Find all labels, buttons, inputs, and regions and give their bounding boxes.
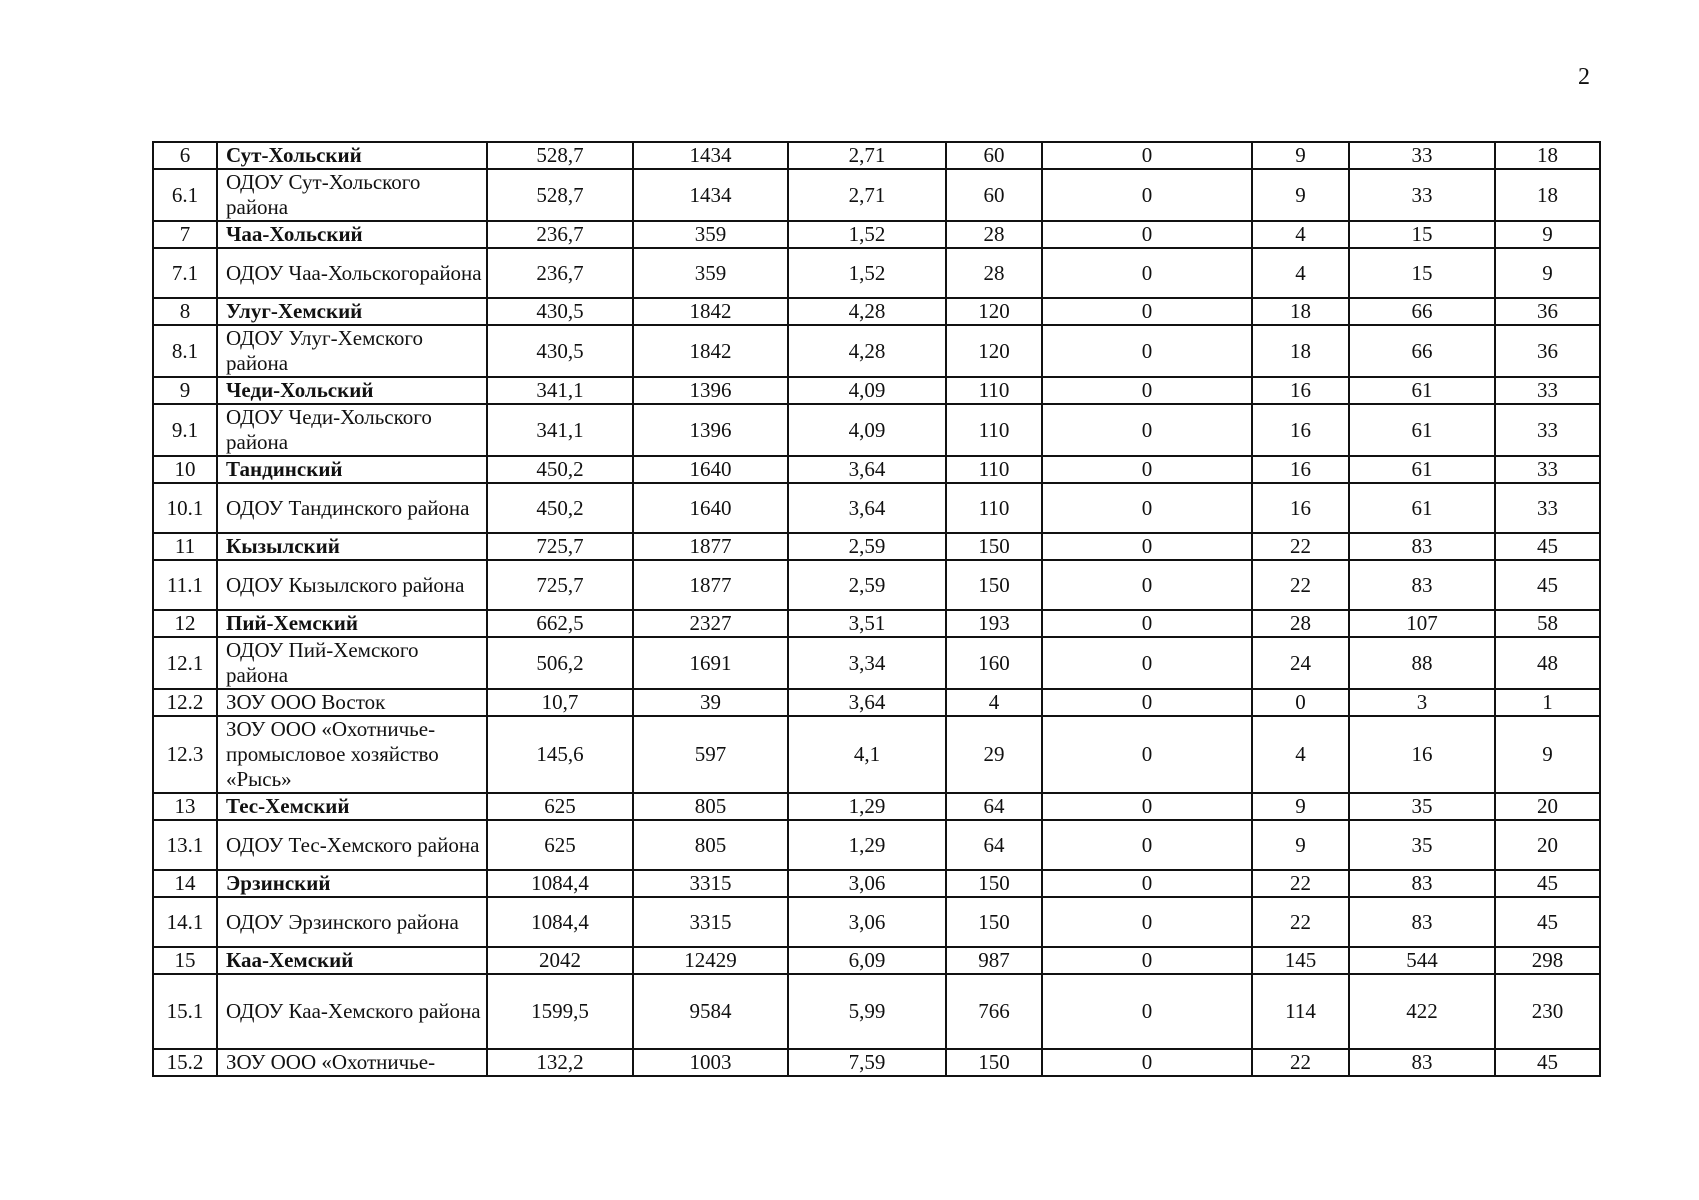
table-row (153, 947, 1600, 974)
cell-area-name: ОДОУ Каа-Хемского района (217, 974, 487, 1049)
cell-row-number: 8.1 (153, 325, 217, 377)
cell-col-5: 7,59 (788, 1049, 946, 1076)
cell-area-name: ОДОУ Чаа-Хольскогорайона (217, 248, 487, 298)
cell-col-5: 3,34 (788, 637, 946, 689)
cell-col-5: 3,06 (788, 897, 946, 947)
cell-col-5: 6,09 (788, 947, 946, 974)
cell-col-3: 341,1 (487, 377, 633, 404)
table-row (153, 637, 1600, 689)
cell-col-6: 4 (946, 689, 1042, 716)
table-row (153, 483, 1600, 533)
cell-col-3: 450,2 (487, 456, 633, 483)
table-row (153, 221, 1600, 248)
cell-col-7: 0 (1042, 404, 1252, 456)
cell-col-5: 4,09 (788, 404, 946, 456)
cell-area-name: ОДОУ Пий-Хемского района (217, 637, 487, 689)
cell-col-3: 1084,4 (487, 897, 633, 947)
cell-col-10: 9 (1495, 248, 1600, 298)
cell-col-4: 1877 (633, 560, 788, 610)
cell-col-4: 359 (633, 221, 788, 248)
cell-col-10: 58 (1495, 610, 1600, 637)
cell-col-6: 64 (946, 793, 1042, 820)
cell-col-9: 88 (1349, 637, 1495, 689)
cell-row-number: 13.1 (153, 820, 217, 870)
cell-col-8: 4 (1252, 221, 1349, 248)
cell-area-name: ОДОУ Тандинского района (217, 483, 487, 533)
cell-row-number: 7.1 (153, 248, 217, 298)
cell-col-6: 150 (946, 897, 1042, 947)
cell-col-4: 1003 (633, 1049, 788, 1076)
cell-col-8: 9 (1252, 820, 1349, 870)
cell-row-number: 12.3 (153, 716, 217, 793)
cell-col-8: 22 (1252, 897, 1349, 947)
cell-col-5: 3,64 (788, 483, 946, 533)
cell-col-7: 0 (1042, 248, 1252, 298)
cell-col-10: 45 (1495, 897, 1600, 947)
cell-col-5: 3,64 (788, 456, 946, 483)
cell-row-number: 9.1 (153, 404, 217, 456)
cell-col-9: 35 (1349, 793, 1495, 820)
cell-col-9: 83 (1349, 533, 1495, 560)
cell-col-6: 120 (946, 325, 1042, 377)
cell-col-8: 22 (1252, 560, 1349, 610)
cell-col-9: 61 (1349, 377, 1495, 404)
cell-col-6: 120 (946, 298, 1042, 325)
cell-col-5: 5,99 (788, 974, 946, 1049)
cell-col-9: 544 (1349, 947, 1495, 974)
cell-col-9: 83 (1349, 897, 1495, 947)
cell-area-name: Чаа-Хольский (217, 221, 487, 248)
cell-col-6: 110 (946, 404, 1042, 456)
cell-row-number: 15.2 (153, 1049, 217, 1076)
cell-col-7: 0 (1042, 483, 1252, 533)
cell-col-9: 61 (1349, 483, 1495, 533)
cell-col-9: 15 (1349, 221, 1495, 248)
table-row (153, 169, 1600, 221)
cell-col-4: 3315 (633, 897, 788, 947)
cell-col-8: 0 (1252, 689, 1349, 716)
cell-col-3: 625 (487, 793, 633, 820)
table-row (153, 870, 1600, 897)
cell-area-name: ОДОУ Кызылского района (217, 560, 487, 610)
cell-col-4: 9584 (633, 974, 788, 1049)
cell-col-7: 0 (1042, 870, 1252, 897)
cell-col-6: 110 (946, 456, 1042, 483)
cell-col-7: 0 (1042, 169, 1252, 221)
cell-row-number: 9 (153, 377, 217, 404)
table-row (153, 793, 1600, 820)
table-row (153, 377, 1600, 404)
cell-col-5: 4,28 (788, 298, 946, 325)
cell-col-4: 1842 (633, 298, 788, 325)
cell-col-5: 2,59 (788, 560, 946, 610)
cell-col-4: 805 (633, 793, 788, 820)
table-row (153, 820, 1600, 870)
cell-col-10: 45 (1495, 533, 1600, 560)
cell-row-number: 12 (153, 610, 217, 637)
cell-row-number: 10 (153, 456, 217, 483)
cell-col-8: 18 (1252, 325, 1349, 377)
cell-col-5: 3,06 (788, 870, 946, 897)
cell-col-3: 236,7 (487, 221, 633, 248)
table-row (153, 404, 1600, 456)
cell-row-number: 14.1 (153, 897, 217, 947)
table-row (153, 974, 1600, 1049)
cell-area-name: Улуг-Хемский (217, 298, 487, 325)
cell-col-10: 9 (1495, 716, 1600, 793)
cell-col-4: 39 (633, 689, 788, 716)
cell-col-9: 83 (1349, 560, 1495, 610)
cell-col-8: 22 (1252, 533, 1349, 560)
cell-col-6: 150 (946, 533, 1042, 560)
cell-col-4: 12429 (633, 947, 788, 974)
cell-col-8: 18 (1252, 298, 1349, 325)
cell-col-3: 1599,5 (487, 974, 633, 1049)
cell-col-9: 107 (1349, 610, 1495, 637)
cell-col-3: 528,7 (487, 169, 633, 221)
table-row (153, 610, 1600, 637)
cell-area-name: Чеди-Хольский (217, 377, 487, 404)
cell-col-4: 1842 (633, 325, 788, 377)
cell-col-7: 0 (1042, 377, 1252, 404)
cell-area-name: ЗОУ ООО «Охотничье- (217, 1049, 487, 1076)
cell-col-10: 18 (1495, 142, 1600, 169)
cell-col-5: 2,71 (788, 169, 946, 221)
cell-area-name: Тандинский (217, 456, 487, 483)
cell-col-7: 0 (1042, 325, 1252, 377)
cell-area-name: Кызылский (217, 533, 487, 560)
cell-col-8: 24 (1252, 637, 1349, 689)
cell-col-4: 1691 (633, 637, 788, 689)
cell-col-8: 22 (1252, 870, 1349, 897)
cell-row-number: 15.1 (153, 974, 217, 1049)
table-row (153, 325, 1600, 377)
cell-row-number: 6.1 (153, 169, 217, 221)
cell-col-4: 597 (633, 716, 788, 793)
cell-col-10: 45 (1495, 560, 1600, 610)
table-row (153, 298, 1600, 325)
cell-col-3: 725,7 (487, 560, 633, 610)
cell-col-8: 16 (1252, 483, 1349, 533)
cell-col-4: 1396 (633, 404, 788, 456)
cell-col-10: 33 (1495, 456, 1600, 483)
table-row (153, 689, 1600, 716)
cell-col-9: 61 (1349, 404, 1495, 456)
table-row (153, 533, 1600, 560)
cell-col-6: 110 (946, 483, 1042, 533)
cell-col-4: 1640 (633, 483, 788, 533)
cell-col-9: 83 (1349, 870, 1495, 897)
cell-col-7: 0 (1042, 820, 1252, 870)
cell-row-number: 7 (153, 221, 217, 248)
cell-row-number: 13 (153, 793, 217, 820)
cell-col-8: 16 (1252, 404, 1349, 456)
cell-row-number: 12.1 (153, 637, 217, 689)
cell-col-8: 16 (1252, 456, 1349, 483)
cell-col-7: 0 (1042, 716, 1252, 793)
cell-col-7: 0 (1042, 221, 1252, 248)
cell-row-number: 8 (153, 298, 217, 325)
cell-col-10: 36 (1495, 325, 1600, 377)
cell-col-10: 20 (1495, 793, 1600, 820)
cell-area-name: ОДОУ Сут-Хольского района (217, 169, 487, 221)
cell-row-number: 10.1 (153, 483, 217, 533)
cell-col-6: 110 (946, 377, 1042, 404)
cell-area-name: Пий-Хемский (217, 610, 487, 637)
cell-col-5: 1,29 (788, 793, 946, 820)
cell-col-4: 1434 (633, 142, 788, 169)
cell-col-10: 9 (1495, 221, 1600, 248)
cell-col-9: 35 (1349, 820, 1495, 870)
cell-col-5: 4,28 (788, 325, 946, 377)
cell-col-3: 506,2 (487, 637, 633, 689)
table-row (153, 456, 1600, 483)
cell-col-10: 20 (1495, 820, 1600, 870)
cell-col-10: 33 (1495, 483, 1600, 533)
cell-col-9: 422 (1349, 974, 1495, 1049)
cell-col-6: 64 (946, 820, 1042, 870)
cell-col-10: 298 (1495, 947, 1600, 974)
cell-col-6: 193 (946, 610, 1042, 637)
page-number: 2 (1578, 64, 1590, 90)
cell-col-5: 4,1 (788, 716, 946, 793)
cell-col-10: 33 (1495, 377, 1600, 404)
cell-col-4: 1877 (633, 533, 788, 560)
table-row (153, 1049, 1600, 1076)
cell-col-3: 132,2 (487, 1049, 633, 1076)
cell-col-3: 450,2 (487, 483, 633, 533)
cell-col-7: 0 (1042, 897, 1252, 947)
cell-col-6: 150 (946, 870, 1042, 897)
cell-col-3: 528,7 (487, 142, 633, 169)
cell-col-10: 230 (1495, 974, 1600, 1049)
cell-area-name: ЗОУ ООО Восток (217, 689, 487, 716)
cell-col-10: 1 (1495, 689, 1600, 716)
cell-col-8: 114 (1252, 974, 1349, 1049)
cell-row-number: 12.2 (153, 689, 217, 716)
table-row (153, 142, 1600, 169)
cell-area-name: Тес-Хемский (217, 793, 487, 820)
cell-col-4: 359 (633, 248, 788, 298)
cell-col-5: 3,64 (788, 689, 946, 716)
cell-col-7: 0 (1042, 533, 1252, 560)
cell-col-7: 0 (1042, 560, 1252, 610)
cell-col-10: 33 (1495, 404, 1600, 456)
cell-col-10: 48 (1495, 637, 1600, 689)
cell-col-7: 0 (1042, 456, 1252, 483)
cell-col-10: 45 (1495, 1049, 1600, 1076)
cell-area-name: ОДОУ Чеди-Хольского района (217, 404, 487, 456)
cell-col-6: 766 (946, 974, 1042, 1049)
cell-col-7: 0 (1042, 637, 1252, 689)
cell-col-10: 36 (1495, 298, 1600, 325)
cell-col-7: 0 (1042, 142, 1252, 169)
cell-col-3: 341,1 (487, 404, 633, 456)
cell-col-5: 1,52 (788, 248, 946, 298)
cell-col-6: 60 (946, 169, 1042, 221)
cell-col-8: 145 (1252, 947, 1349, 974)
cell-col-7: 0 (1042, 793, 1252, 820)
cell-col-6: 150 (946, 560, 1042, 610)
cell-col-3: 430,5 (487, 325, 633, 377)
cell-col-7: 0 (1042, 298, 1252, 325)
cell-col-7: 0 (1042, 610, 1252, 637)
cell-row-number: 11 (153, 533, 217, 560)
cell-area-name: Сут-Хольский (217, 142, 487, 169)
cell-row-number: 14 (153, 870, 217, 897)
cell-col-10: 45 (1495, 870, 1600, 897)
cell-col-9: 3 (1349, 689, 1495, 716)
table-row (153, 560, 1600, 610)
cell-col-3: 430,5 (487, 298, 633, 325)
cell-col-9: 16 (1349, 716, 1495, 793)
cell-row-number: 6 (153, 142, 217, 169)
cell-row-number: 11.1 (153, 560, 217, 610)
cell-col-4: 2327 (633, 610, 788, 637)
cell-col-10: 18 (1495, 169, 1600, 221)
cell-col-8: 28 (1252, 610, 1349, 637)
cell-col-9: 66 (1349, 325, 1495, 377)
cell-col-7: 0 (1042, 689, 1252, 716)
cell-col-8: 4 (1252, 248, 1349, 298)
cell-area-name: Эрзинский (217, 870, 487, 897)
cell-col-8: 22 (1252, 1049, 1349, 1076)
cell-col-8: 9 (1252, 169, 1349, 221)
cell-col-8: 9 (1252, 142, 1349, 169)
cell-col-9: 33 (1349, 169, 1495, 221)
cell-col-5: 4,09 (788, 377, 946, 404)
table-row (153, 716, 1600, 793)
cell-area-name: ЗОУ ООО «Охотничье-промысловое хозяйство «Рысь» (217, 716, 487, 793)
cell-col-6: 987 (946, 947, 1042, 974)
cell-col-9: 33 (1349, 142, 1495, 169)
data-table (152, 141, 1601, 1077)
cell-col-3: 2042 (487, 947, 633, 974)
cell-col-4: 1396 (633, 377, 788, 404)
cell-col-9: 15 (1349, 248, 1495, 298)
cell-col-6: 60 (946, 142, 1042, 169)
cell-col-6: 150 (946, 1049, 1042, 1076)
cell-col-4: 1434 (633, 169, 788, 221)
cell-col-5: 2,59 (788, 533, 946, 560)
cell-col-8: 4 (1252, 716, 1349, 793)
cell-col-6: 160 (946, 637, 1042, 689)
table-body (153, 142, 1600, 1076)
cell-col-9: 61 (1349, 456, 1495, 483)
cell-col-3: 145,6 (487, 716, 633, 793)
cell-col-3: 625 (487, 820, 633, 870)
cell-col-5: 2,71 (788, 142, 946, 169)
cell-area-name: ОДОУ Эрзинского района (217, 897, 487, 947)
cell-area-name: ОДОУ Тес-Хемского района (217, 820, 487, 870)
cell-row-number: 15 (153, 947, 217, 974)
cell-col-4: 805 (633, 820, 788, 870)
cell-col-6: 29 (946, 716, 1042, 793)
cell-col-6: 28 (946, 221, 1042, 248)
cell-col-8: 9 (1252, 793, 1349, 820)
cell-col-3: 662,5 (487, 610, 633, 637)
table-row (153, 248, 1600, 298)
cell-col-5: 1,52 (788, 221, 946, 248)
cell-col-3: 236,7 (487, 248, 633, 298)
cell-col-3: 725,7 (487, 533, 633, 560)
cell-col-4: 3315 (633, 870, 788, 897)
cell-col-5: 1,29 (788, 820, 946, 870)
cell-col-8: 16 (1252, 377, 1349, 404)
cell-col-7: 0 (1042, 947, 1252, 974)
cell-col-3: 1084,4 (487, 870, 633, 897)
cell-col-4: 1640 (633, 456, 788, 483)
cell-area-name: Каа-Хемский (217, 947, 487, 974)
cell-col-7: 0 (1042, 1049, 1252, 1076)
cell-area-name: ОДОУ Улуг-Хемского района (217, 325, 487, 377)
cell-col-9: 66 (1349, 298, 1495, 325)
cell-col-3: 10,7 (487, 689, 633, 716)
table-row (153, 897, 1600, 947)
cell-col-9: 83 (1349, 1049, 1495, 1076)
cell-col-7: 0 (1042, 974, 1252, 1049)
cell-col-6: 28 (946, 248, 1042, 298)
cell-col-5: 3,51 (788, 610, 946, 637)
